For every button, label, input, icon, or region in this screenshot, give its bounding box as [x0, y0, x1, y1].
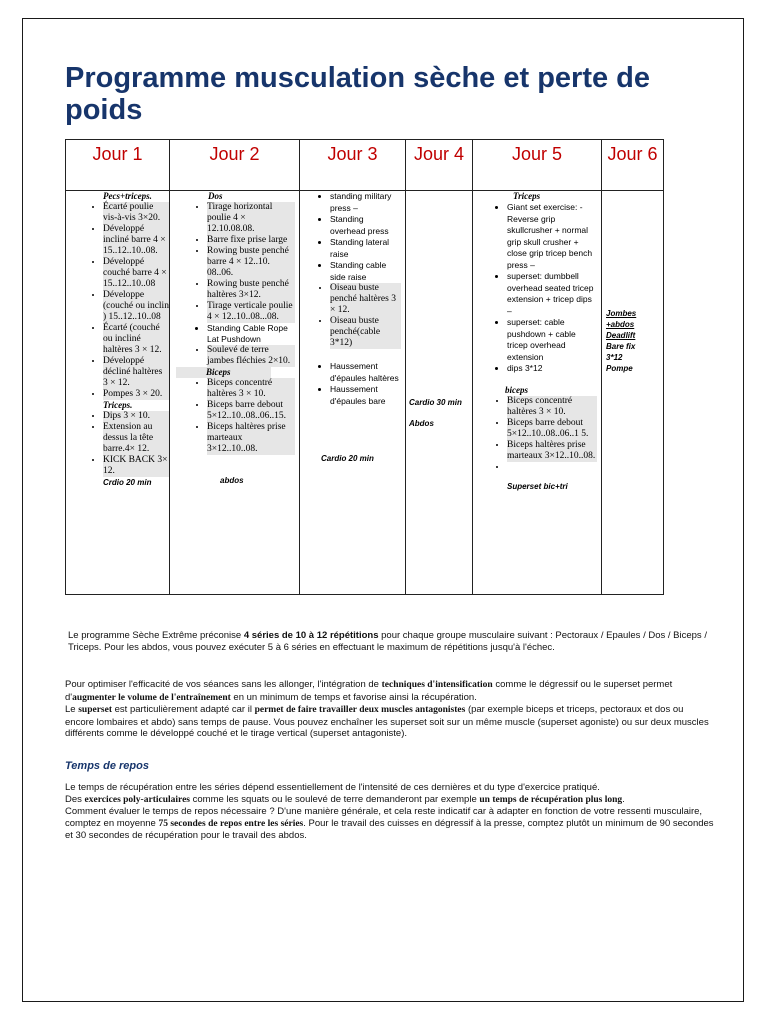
bold-run: un temps de récupération plus long	[479, 794, 623, 805]
text-run: Pour optimiser l'efficacité de vos séances sans les allonger, l'intégration de	[65, 679, 382, 690]
intensity-paragraph	[65, 679, 715, 740]
section-heading: Temps de repos	[65, 760, 149, 772]
list-item: • Biceps barre debout 5×12..10..08..06..1 5.	[507, 418, 597, 440]
text-run: est particulièrement adapté car il	[112, 704, 255, 715]
program-table	[65, 139, 664, 595]
table-body-row	[66, 191, 664, 595]
day2-list2	[170, 378, 299, 455]
list-item	[507, 462, 597, 473]
day1-heading: Pecs+triceps.	[103, 191, 152, 201]
list-item: • Tirage verticale poulie 4 × 12..10..08...08.	[207, 301, 295, 323]
text-run: .	[622, 793, 625, 805]
day2-note: abdos	[220, 476, 244, 485]
day4-cell	[406, 191, 473, 595]
bold-run: permet de faire travailler deux muscles antagonistes	[254, 705, 466, 715]
list-item: • Haussement d'épaules haltères	[330, 361, 401, 384]
list-item: • Rowing buste penché barre 4 × 12..10. 08..06.	[207, 246, 295, 279]
day-header: Jour 5	[473, 140, 602, 191]
list-item: • Pompes 3 × 20.	[103, 389, 169, 400]
day4-note-cardio: Cardio 30 min	[409, 398, 462, 407]
list-item: • Haussement d'épaules bare	[330, 384, 401, 407]
text-run: . Pour le travail des cuisses en dégressif à la presse, comptez plutôt un minimum de 90 secondes et 30 secondes de récupération pour le travail des abdos.	[65, 817, 714, 841]
day-header: Jour 3	[300, 140, 406, 191]
day2-list	[170, 202, 299, 367]
day1-subheading: Triceps.	[103, 400, 133, 410]
list-item: • standing military press –	[330, 191, 401, 214]
day4-note-abdos: Abdos	[409, 419, 434, 428]
day1-list2	[66, 411, 169, 477]
text-run: pour chaque groupe musculaire suivant : Pectoraux / Epaules / Dos / Biceps / Triceps. Pour les abdos, vous pouvez exécuter 5 à 6 séries en effectuant le maximum de répétitions jusqu'à l'échec.	[68, 630, 707, 653]
day6-content	[602, 308, 663, 374]
list-item: • Standing cable side raise	[330, 260, 401, 283]
list-item: • Biceps barre debout 5×12..10..08..06..15.	[207, 400, 295, 422]
list-item: • Biceps haltères prise marteaux 3×12..10..08.	[207, 422, 295, 455]
day5-heading: Triceps	[513, 191, 541, 201]
text-run: comme le dégressif ou le superset permet d'	[65, 679, 673, 703]
table-header-row	[66, 140, 664, 191]
day5-list	[473, 202, 601, 375]
bold-run: 75 secondes de repos entre les séries	[158, 818, 304, 829]
bold-run: exercices poly-articulaires	[84, 794, 190, 805]
day3-list	[300, 191, 405, 407]
list-item: • Développé décliné haltères 3 × 12.	[103, 356, 169, 389]
day1-cell	[66, 191, 170, 595]
day2-heading: Dos	[208, 191, 223, 201]
rest-paragraph	[65, 782, 715, 842]
list-item: • Soulevé de terre jambes fléchies 2×10.	[207, 345, 295, 367]
day5-cell	[473, 191, 602, 595]
text-run: Des	[65, 793, 85, 805]
bold-run: techniques d'intensification	[381, 680, 493, 690]
list-item: • Oiseau buste penché(cable 3*12)	[330, 316, 401, 349]
day-header: Jour 2	[170, 140, 300, 191]
page-title: Programme musculation sèche et perte de poids	[65, 62, 651, 126]
list-item: • Écarté poulie vis-à-vis 3×20.	[103, 202, 169, 224]
day1-list	[66, 202, 169, 400]
list-item: • KICK BACK 3× 12.	[103, 455, 169, 477]
text-run: Comment évaluer le temps de repos nécessaire ? D'une manière générale, et cela reste indicatif car à adapter en fonction de votre ressenti musculaire, comptez en moyenne	[65, 806, 703, 829]
list-item: • Développe (couché ou inclin ) 15..12..10..08	[103, 290, 169, 323]
list-item: • Rowing buste penché haltères 3×12.	[207, 279, 295, 301]
text-run: Le temps de récupération entre les séries dépend essentiellement de l'intensité de ces dernières et du type d'exercice pratiqué.	[65, 782, 600, 793]
list-item: • Giant set exercise: - Reverse grip skullcrusher + normal grip skull crusher + close grip tricep bench press –	[507, 202, 597, 271]
list-item: • Biceps haltères prise marteaux 3×12..10..08.	[507, 440, 597, 462]
day6-line: Deadlift	[606, 331, 636, 340]
list-item: • Standing lateral raise	[330, 237, 401, 260]
bold-run: superset	[78, 705, 112, 715]
day3-cell	[300, 191, 406, 595]
text-run: (par exemple biceps et triceps, pectoraux et dos ou encore lombaires et abdo) sans temps de pause. Vous pouvez enchaîner les superset soit sur un même muscle (superset agoniste) ou sur deux muscles différents comme le développé couché et le tirage vertical (superset antagoniste).	[65, 704, 709, 739]
intro-paragraph	[68, 630, 708, 653]
list-item: • Biceps concentré haltères 3 × 10.	[507, 396, 597, 418]
day-header: Jour 6	[602, 140, 664, 191]
list-item: • Écarté (couché ou incliné haltères 3 × 12.	[103, 323, 169, 356]
list-item: • Développé incliné barre 4 × 15..12..10..08.	[103, 224, 169, 257]
text-run: Le programme Sèche Extrême préconise	[68, 630, 244, 641]
day5-subheading: biceps	[505, 384, 528, 395]
day6-line: Jombes +abdos	[606, 309, 637, 329]
day2-subheading: Biceps	[176, 367, 271, 378]
list-item: • Standing overhead press	[330, 214, 401, 237]
day5-list2	[473, 396, 601, 473]
text-run: en un minimum de temps et favorise ainsi la récupération.	[230, 691, 477, 703]
day6-line: 3*12	[606, 353, 623, 362]
list-item: • Standing Cable Rope Lat Pushdown	[207, 323, 295, 345]
day3-note: Cardio 20 min	[321, 454, 374, 463]
day6-line: Bare fix	[606, 342, 636, 351]
list-item: • superset: dumbbell overhead seated tricep extension + tricep dips –	[507, 271, 597, 317]
list-item: • Biceps concentré haltères 3 × 10.	[207, 378, 295, 400]
day6-cell	[602, 191, 664, 595]
list-item: • Barre fixe prise large	[207, 235, 295, 246]
list-item: • Tirage horizontal poulie 4 × 12.10.08.08.	[207, 202, 295, 235]
list-item: • Développé couché barre 4 × 15..12..10..08	[103, 257, 169, 290]
bold-run: 4 séries de 10 à 12 répétitions	[243, 630, 379, 641]
list-item: • Dips 3 × 10.	[103, 411, 169, 422]
list-item: • Extension au dessus la tête barre.4× 12.	[103, 422, 169, 455]
text-run: Le	[65, 704, 79, 715]
day-header: Jour 1	[66, 140, 170, 191]
day-header: Jour 4	[406, 140, 473, 191]
bold-run: augmenter le volume de l'entraînement	[72, 692, 231, 703]
list-item: • Oiseau buste penché haltères 3 × 12.	[330, 283, 401, 316]
day5-note: Superset bic+tri	[507, 481, 568, 491]
day1-note: Crdio 20 min	[103, 478, 152, 487]
list-item: • superset: cable pushdown + cable tricep overhead extension	[507, 317, 597, 363]
day6-line: Pompe	[606, 364, 633, 373]
day2-cell	[170, 191, 300, 595]
list-item: • dips 3*12	[507, 363, 597, 375]
text-run: comme les squats ou le soulevé de terre demanderont par exemple	[189, 793, 480, 805]
